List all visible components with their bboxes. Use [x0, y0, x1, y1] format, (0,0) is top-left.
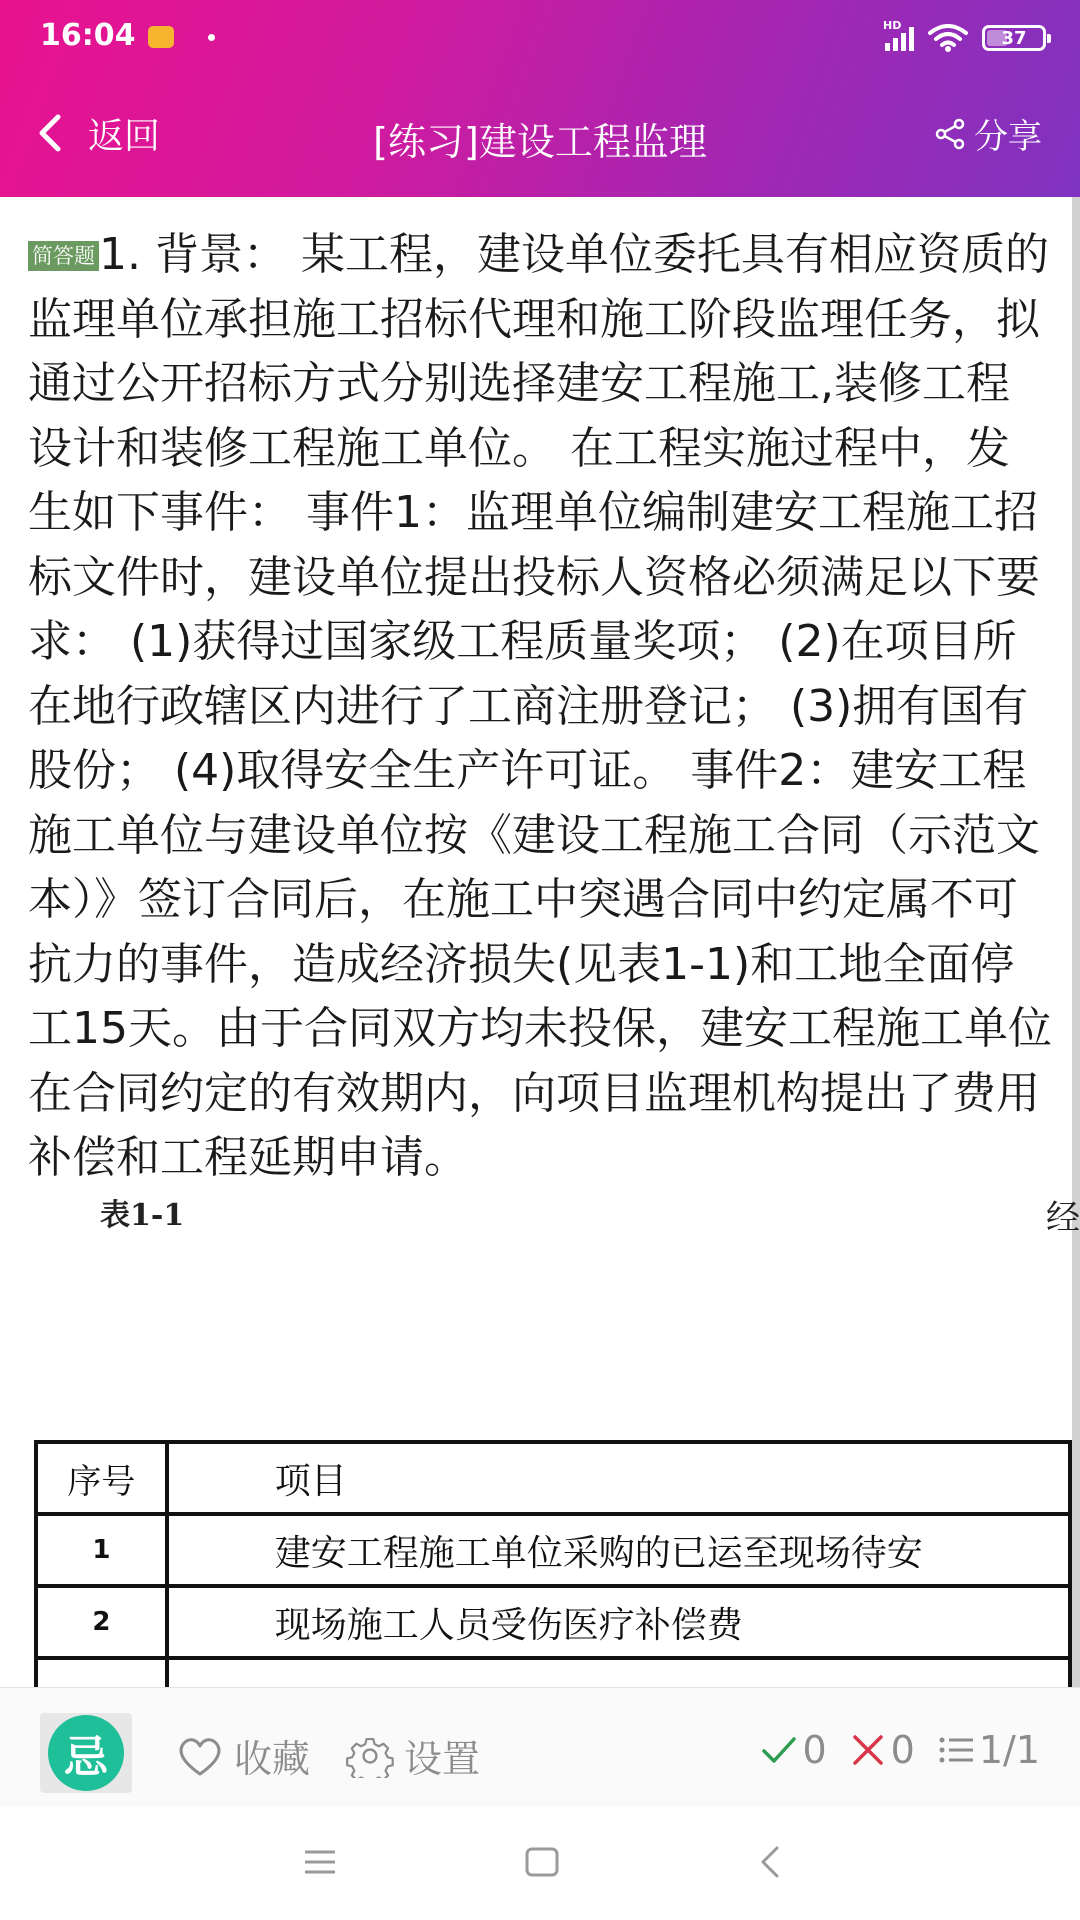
app-bar	[0, 75, 1080, 197]
favorite-label: 收藏	[234, 1737, 311, 1781]
nav-home-button[interactable]	[512, 1837, 572, 1887]
home-square-icon	[524, 1846, 560, 1878]
gear-icon	[346, 1734, 394, 1778]
table-cell: 现场施工人员受伤医疗补偿费	[167, 1586, 1070, 1658]
network-badge: HD	[883, 19, 902, 32]
nav-back-icon	[757, 1845, 783, 1879]
table-caption-right: 经	[1046, 1198, 1080, 1238]
wifi-icon	[928, 24, 968, 52]
table-header-cell: 项目	[167, 1442, 1070, 1514]
notification-dot-icon	[208, 34, 215, 41]
status-bar	[0, 0, 1080, 75]
heart-icon	[176, 1734, 224, 1778]
cross-icon	[849, 1733, 887, 1767]
app-logo[interactable]	[40, 1713, 132, 1793]
status-time: 16:04	[40, 18, 136, 53]
notification-app-icon	[148, 26, 174, 48]
question-progress: 1/1	[978, 1728, 1040, 1772]
wrong-stat	[849, 1728, 915, 1772]
app-logo-icon: 忌	[48, 1715, 124, 1791]
loss-table	[34, 1440, 1072, 1687]
table-cell: 1	[36, 1514, 167, 1586]
nav-menu-button[interactable]	[290, 1837, 350, 1887]
system-navigation-bar	[0, 1807, 1080, 1920]
table-cell: 建安工程施工单位采购的已运至现场待安	[167, 1514, 1070, 1586]
table-header-cell: 序号	[36, 1442, 167, 1514]
nav-back-button[interactable]	[740, 1837, 800, 1887]
menu-icon	[303, 1847, 337, 1877]
favorite-button[interactable]	[176, 1728, 310, 1783]
question-list-button[interactable]	[937, 1728, 1040, 1772]
table-caption: 表1-1	[100, 1198, 185, 1233]
table-row	[36, 1514, 1070, 1586]
table-header-row	[36, 1442, 1070, 1514]
question-text-block	[28, 223, 1052, 1191]
settings-label: 设置	[404, 1737, 481, 1781]
table-image-viewport	[0, 1440, 1072, 1687]
check-icon	[760, 1733, 798, 1767]
list-icon	[937, 1733, 975, 1767]
status-indicators	[883, 19, 1046, 54]
table-row	[36, 1658, 1070, 1687]
question-text: 1. 背景： 某工程，建设单位委托具有相应资质的监理单位承担施工招标代理和施工阶段监理任务，拟通过公开招标方式分别选择建安工程施工,装修工程设计和装修工程施工单位。 在工程实施过程中，发生如下事件： 事件1：监理单位编制建安工程施工招标文件时，建设单位提出投标人资格必须满足以下要求： (1)获得过国家级工程质量奖项； (2)在项目所在地行政辖区内进行了工商注册登记； (3)拥有国有股份； (4)取得安全生产许可证。 事件2：建安工程施工单位与建设单位按《建设工程施工合同（示范文本）》签订合同后，在施工中突遇合同中约定属不可抗力的事件，造成经济损失(见表1-1)和工地全面停工15天。由于合同双方均未投保，建安工程施工单位在合同约定的有效期内，向项目监理机构提出了费用补偿和工程延期申请。	[28, 229, 1052, 1183]
share-button[interactable]	[934, 109, 1042, 158]
wrong-count: 0	[890, 1728, 915, 1772]
content-scrollbar[interactable]	[1072, 197, 1080, 1727]
header	[0, 0, 1080, 197]
settings-button[interactable]	[346, 1728, 480, 1783]
cell-signal-icon	[883, 19, 914, 51]
correct-count: 0	[802, 1728, 827, 1772]
answer-stats	[760, 1728, 1040, 1772]
battery-icon	[982, 25, 1046, 51]
table-cell	[167, 1658, 1070, 1687]
back-label: 返回	[88, 115, 161, 157]
table-row	[36, 1586, 1070, 1658]
battery-level: 37	[1001, 27, 1027, 49]
correct-stat	[760, 1728, 826, 1772]
share-icon	[934, 118, 966, 150]
bottom-toolbar	[0, 1687, 1080, 1808]
share-label: 分享	[974, 117, 1042, 157]
table-cell: 2	[36, 1586, 167, 1658]
table-cell	[36, 1658, 167, 1687]
question-type-badge: 简答题	[28, 241, 99, 271]
page-title: [练习]建设工程监理	[373, 120, 707, 164]
